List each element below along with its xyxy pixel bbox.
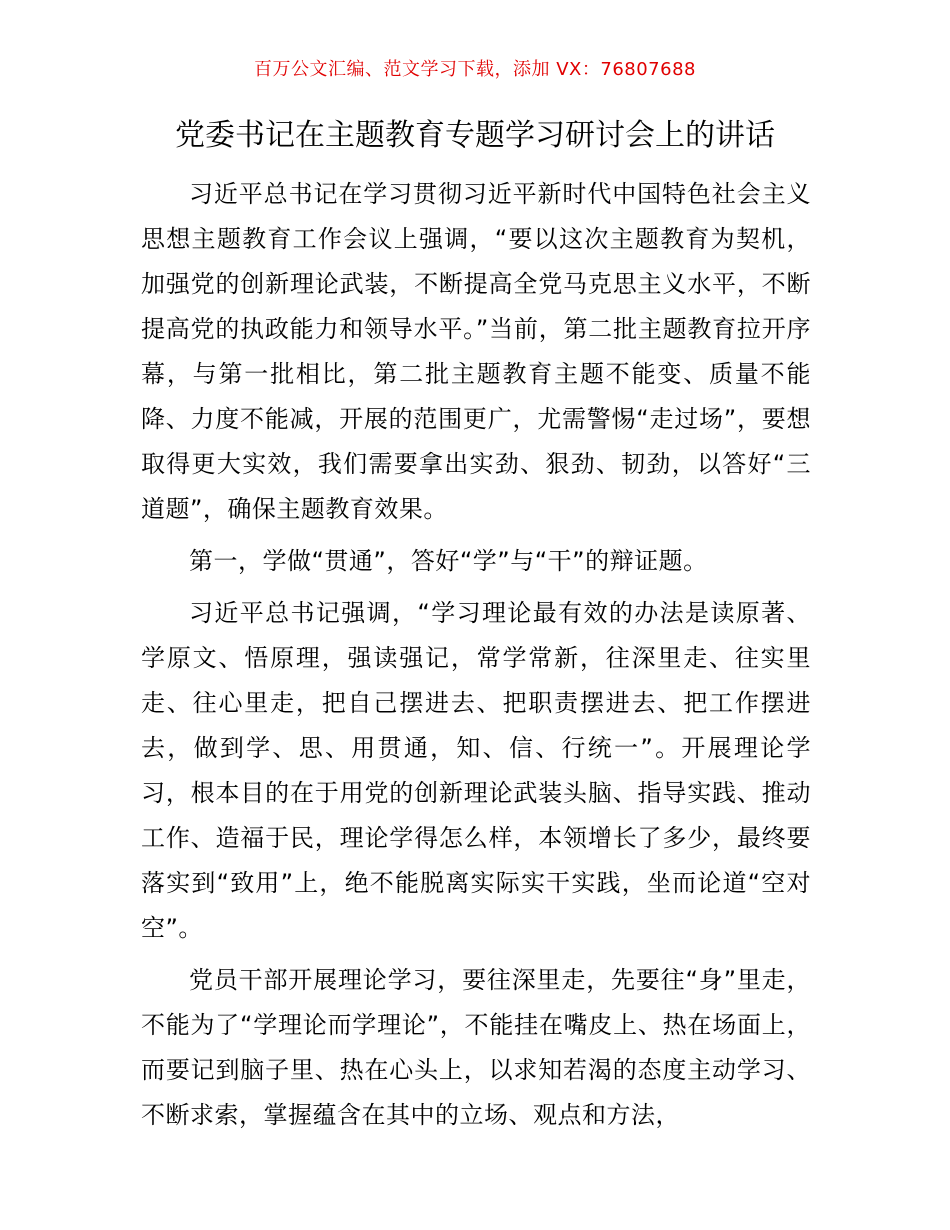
paragraph-quote: 习近平总书记强调，“学习理论最有效的办法是读原著、学原文、悟原理，强读强记，常学常新，往深里走、往实里走、往心里走，把自己摆进去、把职责摆进去、把工作摆进去，做到学、思、用贯通，知、信、行统一”。开展理论学习，根本目的在于用党的创新理论武装头脑、指导实践、推动工作、造福于民，理论学得怎么样，本领增长了多少，最终要落实到“致用”上，绝不能脱离实际实干实践，坐而论道“空对空”。: [141, 599, 811, 942]
header-watermark: 百万公文汇编、范文学习下载，添加 VX：76807688: [254, 59, 696, 80]
paragraph-cadres: 党员干部开展理论学习，要往深里走，先要往“身”里走，不能为了“学理论而学理论”，不能挂在嘴皮上、热在场面上，而要记到脑子里、热在心头上，以求知若渴的态度主动学习、不断求索，掌握蕴含在其中的立场、观点和方法，: [141, 966, 811, 1129]
paragraph-intro: 习近平总书记在学习贯彻习近平新时代中国特色社会主义思想主题教育工作会议上强调，“要以这次主题教育为契机，加强党的创新理论武装，不断提高全党马克思主义水平，不断提高党的执政能力和领导水平。”当前，第二批主题教育拉开序幕，与第一批相比，第二批主题教育主题不能变、质量不能降、力度不能减，开展的范围更广，尤需警惕“走过场”，要想取得更大实效，我们需要拿出实劲、狠劲、韧劲，以答好“三道题”，确保主题教育效果。: [141, 180, 811, 523]
document-body: [141, 172, 811, 1138]
document-title: 党委书记在主题教育专题学习研讨会上的讲话: [175, 118, 775, 153]
paragraph-section-heading-1: 第一，学做“贯通”，答好“学”与“干”的辩证题。: [189, 547, 708, 575]
